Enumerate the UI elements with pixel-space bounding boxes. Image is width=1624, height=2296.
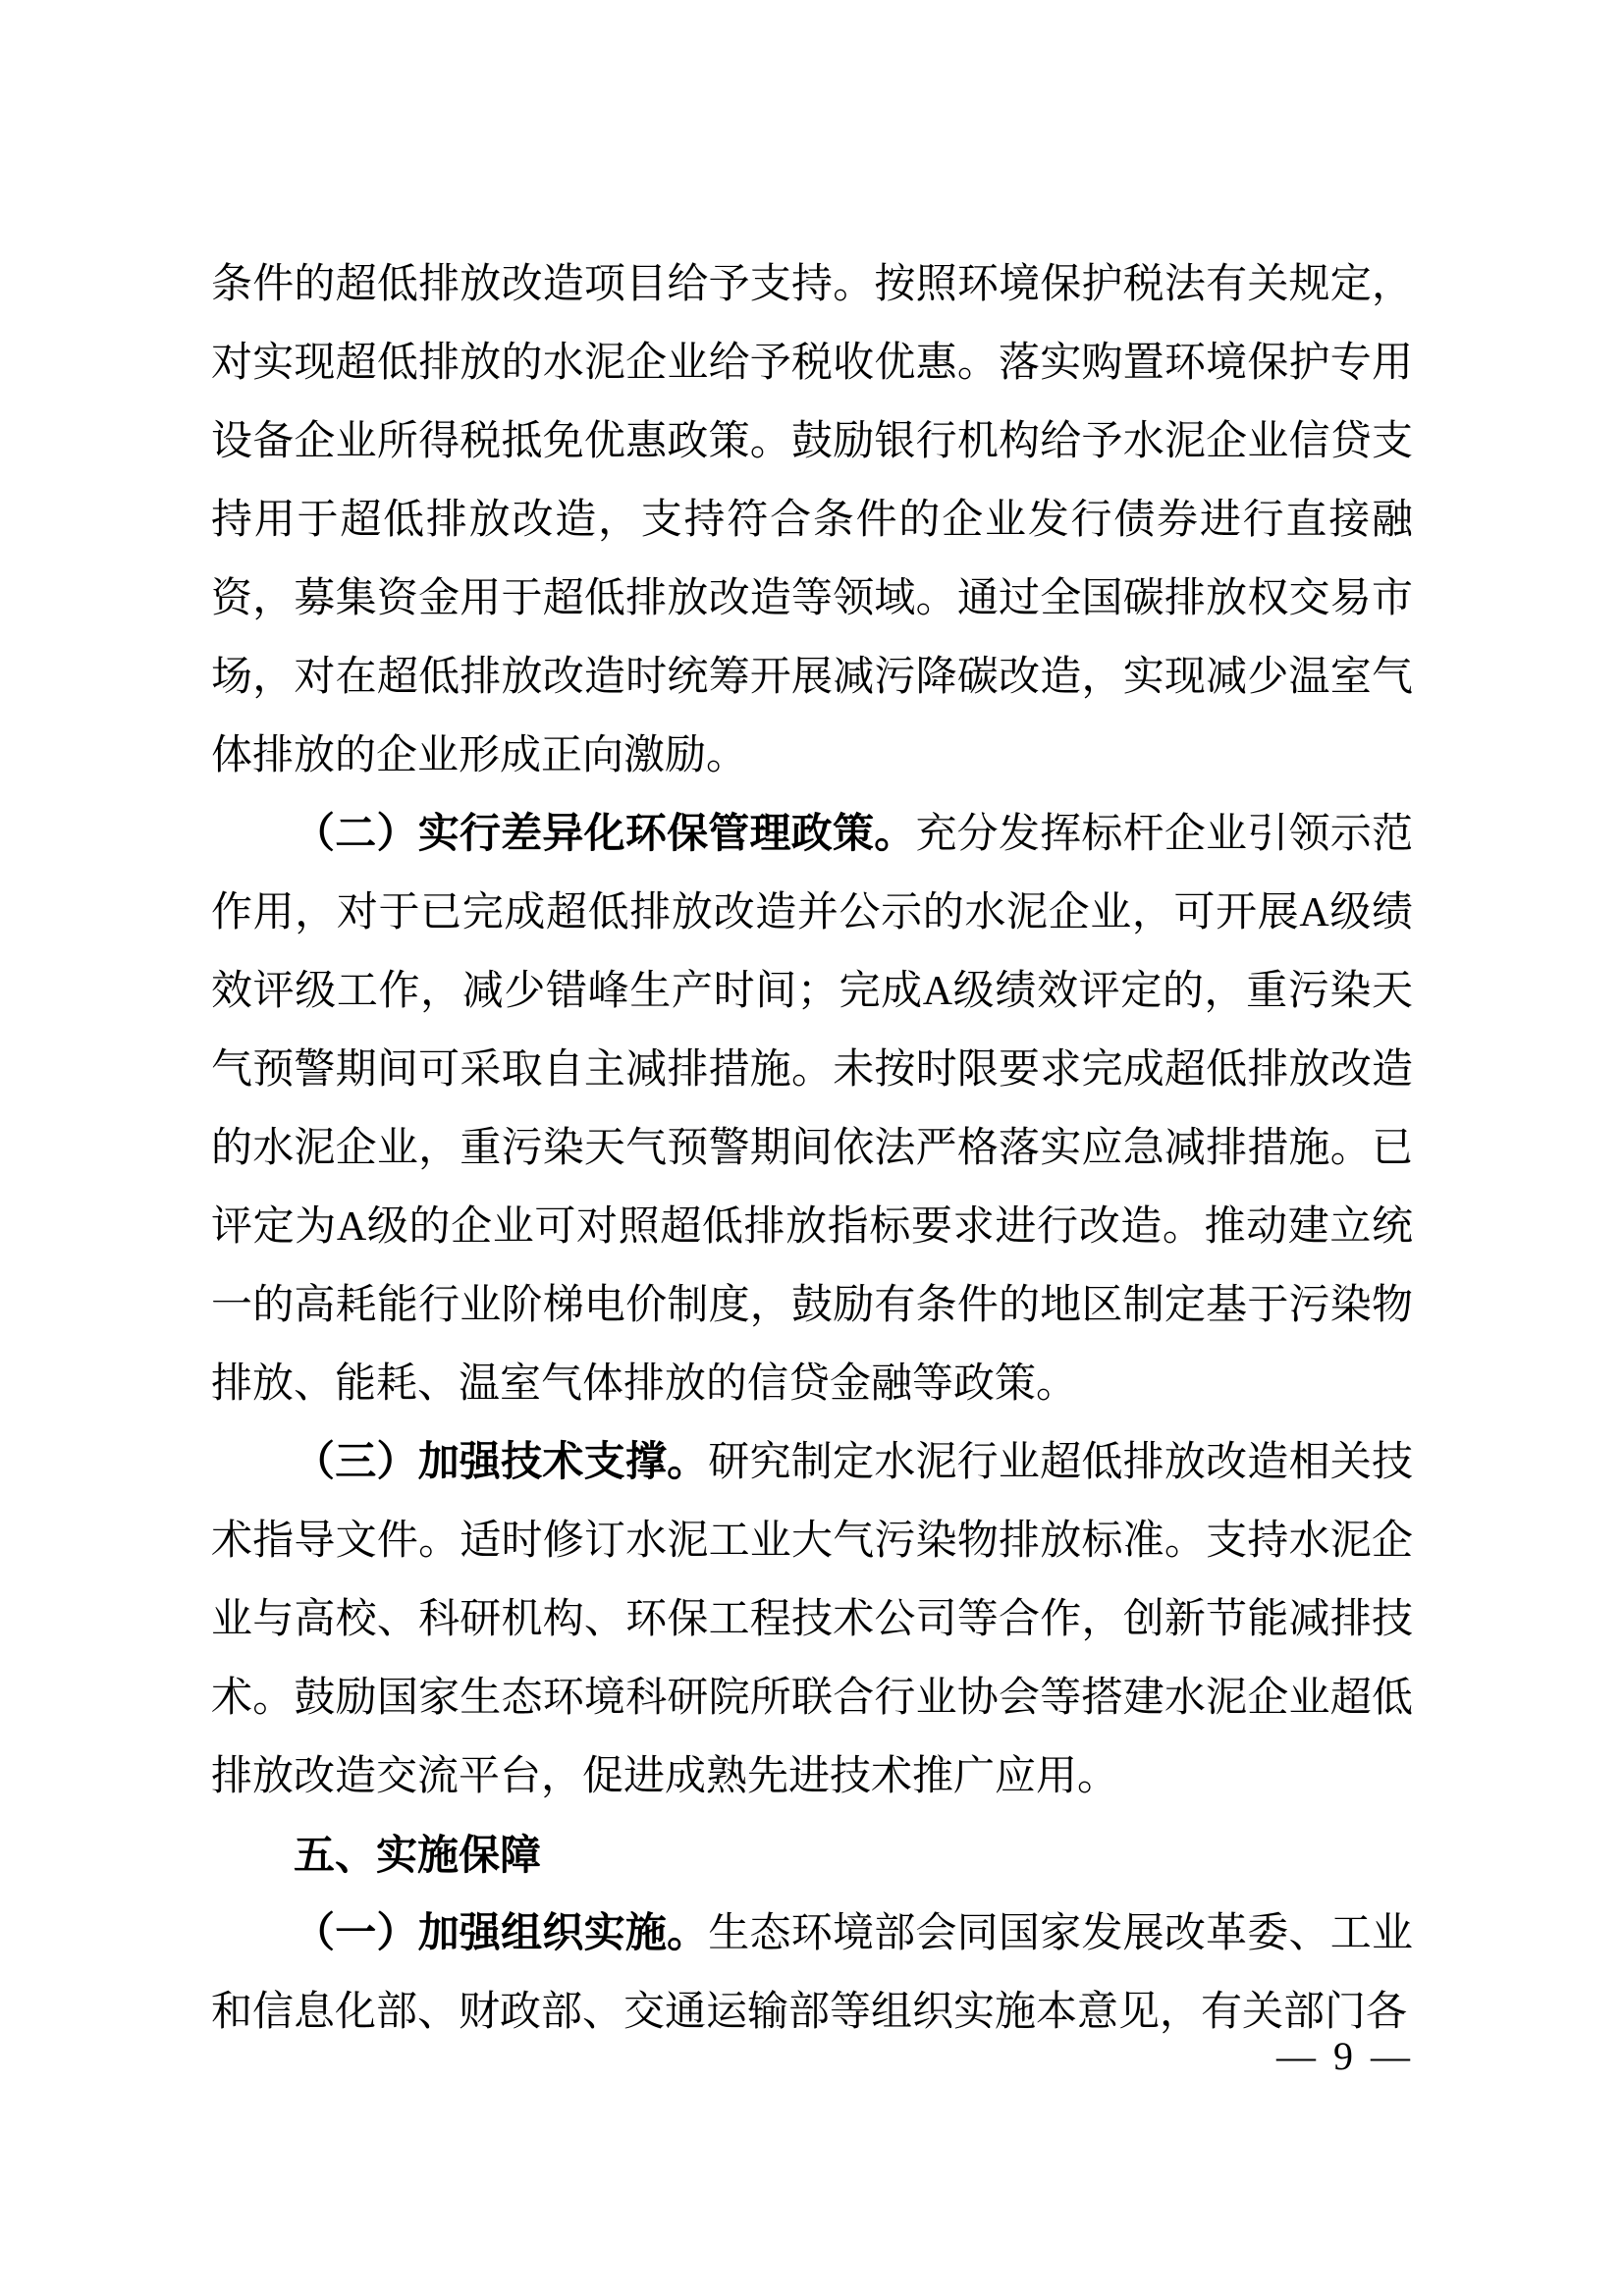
paragraph-continuation <box>211 245 1413 795</box>
paragraph-item-4-lead: （一）加强组织实施。 <box>294 1911 709 1956</box>
paragraph-item-2-lead: （二）实行差异化环保管理政策。 <box>294 812 916 857</box>
paragraph-item-4-text: 生态环境部会同国家发展改革委、工业和信息化部、财政部、交通运输部等组织实施本意见，有关部门各 <box>211 1911 1413 2035</box>
page-number: — 9 — <box>1276 2034 1414 2078</box>
paragraph-item-3 <box>211 1423 1413 1816</box>
paragraph-item-3-text: 研究制定水泥行业超低排放改造相关技术指导文件。适时修订水泥工业大气污染物排放标准。支持水泥企业与高校、科研机构、环保工程技术公司等合作，创新节能减排技术。鼓励国家生态环境科研院所联合行业协会等搭建水泥企业超低排放改造交流平台，促进成熟先进技术推广应用。 <box>211 1440 1413 1799</box>
section-heading: 五、实施保障 <box>294 1832 542 1878</box>
paragraph-continuation-text: 条件的超低排放改造项目给予支持。按照环境保护税法有关规定，对实现超低排放的水泥企业给予税收优惠。落实购置环境保护专用设备企业所得税抵免优惠政策。鼓励银行机构给予水泥企业信贷支持用于超低排放改造，支持符合条件的企业发行债券进行直接融资，募集资金用于超低排放改造等领域。通过全国碳排放权交易市场，对在超低排放改造时统筹开展减污降碳改造，实现减少温室气体排放的企业形成正向激励。 <box>211 262 1413 778</box>
paragraph-item-3-lead: （三）加强技术支撑。 <box>294 1440 709 1485</box>
paragraph-item-2 <box>211 795 1413 1423</box>
paragraph-item-2-text: 充分发挥标杆企业引领示范作用，对于已完成超低排放改造并公示的水泥企业，可开展A级绩效评级工作，减少错峰生产时间；完成A级绩效评定的，重污染天气预警期间可采取自主减排措施。未按时限要求完成超低排放改造的水泥企业，重污染天气预警期间依法严格落实应急减排措施。已评定为A级的企业可对照超低排放指标要求进行改造。推动建立统一的高耗能行业阶梯电价制度，鼓励有条件的地区制定基于污染物排放、能耗、温室气体排放的信贷金融等政策。 <box>211 812 1413 1407</box>
document-body <box>211 245 1413 2052</box>
paragraph-item-4 <box>211 1895 1413 2052</box>
